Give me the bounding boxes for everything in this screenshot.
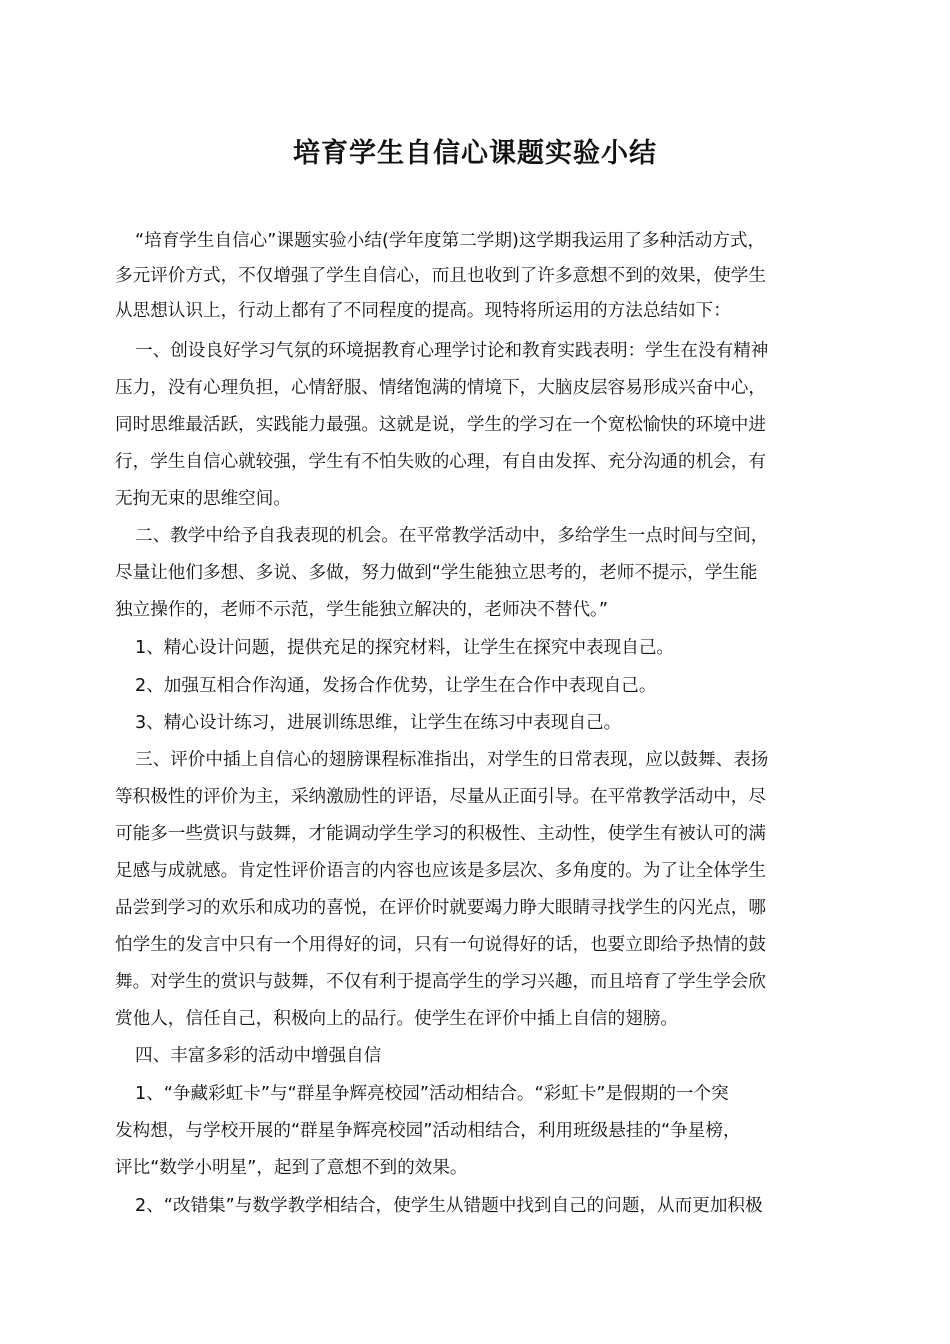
list-item: 1、精心设计问题，提供充足的探究材料，让学生在探究中表现自己。 — [135, 638, 675, 658]
paragraph-line: “培育学生自信心”课题实验小结(学年度第二学期)这学期我运用了多种活动方式， — [135, 231, 766, 251]
paragraph-line: 1、“争藏彩虹卡”与“群星争辉亮校园”活动相结合。“彩虹卡”是假期的一个突 — [135, 1084, 729, 1104]
paragraph-line: 评比“数学小明星”，起到了意想不到的效果。 — [115, 1158, 468, 1178]
paragraph-line: 压力，没有心理负担，心情舒服、情绪饱满的情境下，大脑皮层容易形成兴奋中心， — [115, 378, 766, 398]
paragraph-line: 舞。对学生的赏识与鼓舞，不仅有利于提高学生的学习兴趣，而且培育了学生学会欣 — [115, 972, 766, 992]
list-item: 2、加强互相合作沟通，发扬合作优势，让学生在合作中表现自己。 — [135, 676, 657, 696]
document-title: 培育学生自信心课题实验小结 — [293, 138, 657, 169]
paragraph-line: 三、评价中插上自信心的翅膀课程标准指出，对学生的日常表现，应以鼓舞、表扬 — [135, 750, 769, 770]
paragraph-line: 从思想认识上，行动上都有了不同程度的提高。现特将所运用的方法总结如下： — [115, 301, 731, 321]
list-item: 3、精心设计练习，进展训练思维，让学生在练习中表现自己。 — [135, 713, 622, 733]
paragraph-line: 同时思维最活跃，实践能力最强。这就是说，学生的学习在一个宽松愉快的环境中进 — [115, 415, 766, 435]
paragraph-line: 一、创设良好学习气氛的环境据教育心理学讨论和教育实践表明：学生在没有精神 — [135, 341, 769, 361]
paragraph-line: 二、教学中给予自我表现的机会。在平常教学活动中，多给学生一点时间与空间， — [135, 526, 769, 546]
paragraph-line: 可能多一些赏识与鼓舞，才能调动学生学习的积极性、主动性，使学生有被认可的满 — [115, 824, 766, 844]
paragraph-line: 2、“改错集”与数学教学相结合，使学生从错题中找到自己的问题，从而更加积极 — [135, 1196, 763, 1216]
paragraph-line: 赏他人，信任自己，积极向上的品行。使学生在评价中插上自信的翅膀。 — [115, 1009, 679, 1029]
paragraph-line: 多元评价方式，不仅增强了学生自信心，而且也收到了许多意想不到的效果，使学生 — [115, 266, 766, 286]
paragraph-line: 尽量让他们多想、多说、多做，努力做到“学生能独立思考的，老师不提示，学生能 — [115, 563, 758, 583]
paragraph-line: 品尝到学习的欢乐和成功的喜悦，在评价时就要竭力睁大眼睛寻找学生的闪光点，哪 — [115, 898, 766, 918]
paragraph-line: 发构想，与学校开展的“群星争辉亮校园”活动相结合，利用班级悬挂的“争星榜， — [115, 1121, 741, 1141]
paragraph-line: 等积极性的评价为主，采纳激励性的评语，尽量从正面引导。在平常教学活动中，尽 — [115, 787, 766, 807]
paragraph-line: 怕学生的发言中只有一个用得好的词，只有一句说得好的话，也要立即给予热情的鼓 — [115, 935, 766, 955]
paragraph-line: 独立操作的，老师不示范，学生能独立解决的，老师决不替代。” — [115, 600, 608, 620]
paragraph-line: 行，学生自信心就较强，学生有不怕失败的心理，有自由发挥、充分沟通的机会，有 — [115, 452, 766, 472]
section-heading: 四、丰富多彩的活动中增强自信 — [135, 1046, 382, 1066]
paragraph-line: 无拘无束的思维空间。 — [115, 489, 291, 509]
paragraph-line: 足感与成就感。肯定性评价语言的内容也应该是多层次、多角度的。为了让全体学生 — [115, 861, 766, 881]
